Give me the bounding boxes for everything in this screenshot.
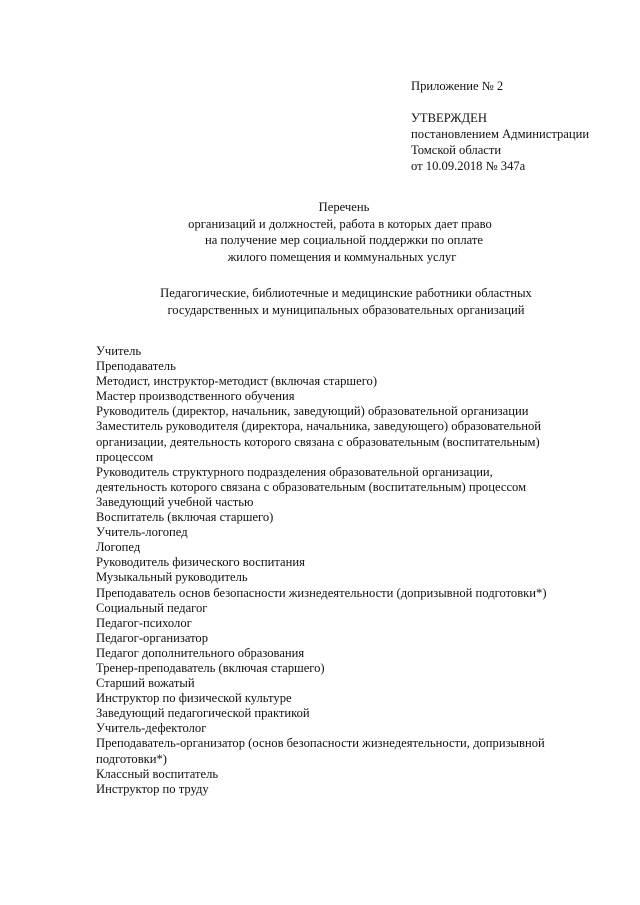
position-item-line: Заведующий педагогической практикой xyxy=(96,706,310,721)
position-item-line: Заведующий учебной частью xyxy=(96,494,254,509)
position-item xyxy=(96,344,606,359)
position-item-line: Руководитель структурного подразделения образовательной организации, xyxy=(96,464,493,479)
position-item xyxy=(96,782,606,797)
position-item xyxy=(96,359,606,374)
position-item-line: процессом xyxy=(96,449,154,464)
approval-date-number: от 10.09.2018 № 347а xyxy=(411,159,526,173)
position-item-line: Методист, инструктор-методист (включая старшего) xyxy=(96,374,378,389)
position-item-line: Преподаватель xyxy=(96,359,176,374)
position-item-line: Преподаватель-организатор (основ безопасности жизнедеятельности, допризывной xyxy=(96,736,545,751)
section-heading-line-1: Педагогические, библиотечные и медицинские работники областных xyxy=(160,286,532,300)
title-line-4: жилого помещения и коммунальных услуг xyxy=(227,249,457,264)
title-line-3: на получение мер социальной поддержки по оплате xyxy=(204,233,484,247)
position-item xyxy=(96,555,606,570)
position-item xyxy=(96,676,606,691)
title-line-1: Перечень xyxy=(318,200,370,214)
section-heading xyxy=(0,285,640,318)
position-item-line: Педагог-психолог xyxy=(96,615,192,630)
position-item xyxy=(96,706,606,721)
position-item-line: Воспитатель (включая старшего) xyxy=(96,510,274,525)
position-item xyxy=(96,465,606,495)
position-item-line: Руководитель (директор, начальник, заведующий) образовательной организации xyxy=(96,404,529,419)
position-item xyxy=(96,540,606,555)
position-item-line: Учитель-логопед xyxy=(96,525,188,540)
position-item xyxy=(96,721,606,736)
appendix-label: Приложение № 2 xyxy=(411,79,504,93)
approval-stamp xyxy=(411,78,589,174)
position-item-line: Преподаватель основ безопасности жизнедеятельности (допризывной подготовки*) xyxy=(96,585,547,600)
approved-by-line-1: постановлением Администрации xyxy=(411,127,590,141)
position-item xyxy=(96,586,606,601)
position-item xyxy=(96,495,606,510)
position-item-line: деятельность которого связана с образовательным (воспитательным) процессом xyxy=(96,479,527,494)
section-heading-line-2: государственных и муниципальных образовательных организаций xyxy=(167,302,525,317)
title-line-2: организаций и должностей, работа в которых дает право xyxy=(188,216,492,231)
position-item-line: подготовки*) xyxy=(96,751,167,766)
position-item-line: Инструктор по физической культуре xyxy=(96,691,292,706)
position-item-line: Педагог-организатор xyxy=(96,630,209,645)
position-item-line: Заместитель руководителя (директора, начальника, заведующего) образовательной xyxy=(96,419,541,434)
position-item xyxy=(96,616,606,631)
position-item-line: Учитель xyxy=(96,344,142,358)
position-item xyxy=(96,631,606,646)
position-item xyxy=(96,661,606,676)
position-item-line: Педагог дополнительного образования xyxy=(96,645,305,660)
position-item-line: Руководитель физического воспитания xyxy=(96,555,305,570)
approved-label: УТВЕРЖДЕН xyxy=(411,111,487,125)
position-item xyxy=(96,374,606,389)
position-item-line: Учитель-дефектолог xyxy=(96,721,207,736)
position-item xyxy=(96,525,606,540)
position-item xyxy=(96,601,606,616)
position-item xyxy=(96,646,606,661)
position-item xyxy=(96,570,606,585)
position-item-line: Старший вожатый xyxy=(96,676,195,691)
position-item-line: Социальный педагог xyxy=(96,600,208,615)
position-item-line: Классный воспитатель xyxy=(96,766,219,781)
position-item xyxy=(96,691,606,706)
position-item-line: организации, деятельность которого связана с образовательным (воспитательным) xyxy=(96,434,540,449)
position-item-line: Мастер производственного обучения xyxy=(96,389,295,404)
document-title xyxy=(0,199,640,265)
approved-by-line-2: Томской области xyxy=(411,143,502,157)
position-item xyxy=(96,404,606,419)
position-item xyxy=(96,736,606,766)
position-item xyxy=(96,767,606,782)
position-item xyxy=(96,510,606,525)
positions-list xyxy=(96,344,606,797)
position-item xyxy=(96,389,606,404)
position-item-line: Логопед xyxy=(96,540,141,555)
position-item-line: Музыкальный руководитель xyxy=(96,570,248,585)
position-item-line: Инструктор по труду xyxy=(96,781,209,796)
position-item xyxy=(96,419,606,464)
position-item-line: Тренер-преподаватель (включая старшего) xyxy=(96,660,325,675)
